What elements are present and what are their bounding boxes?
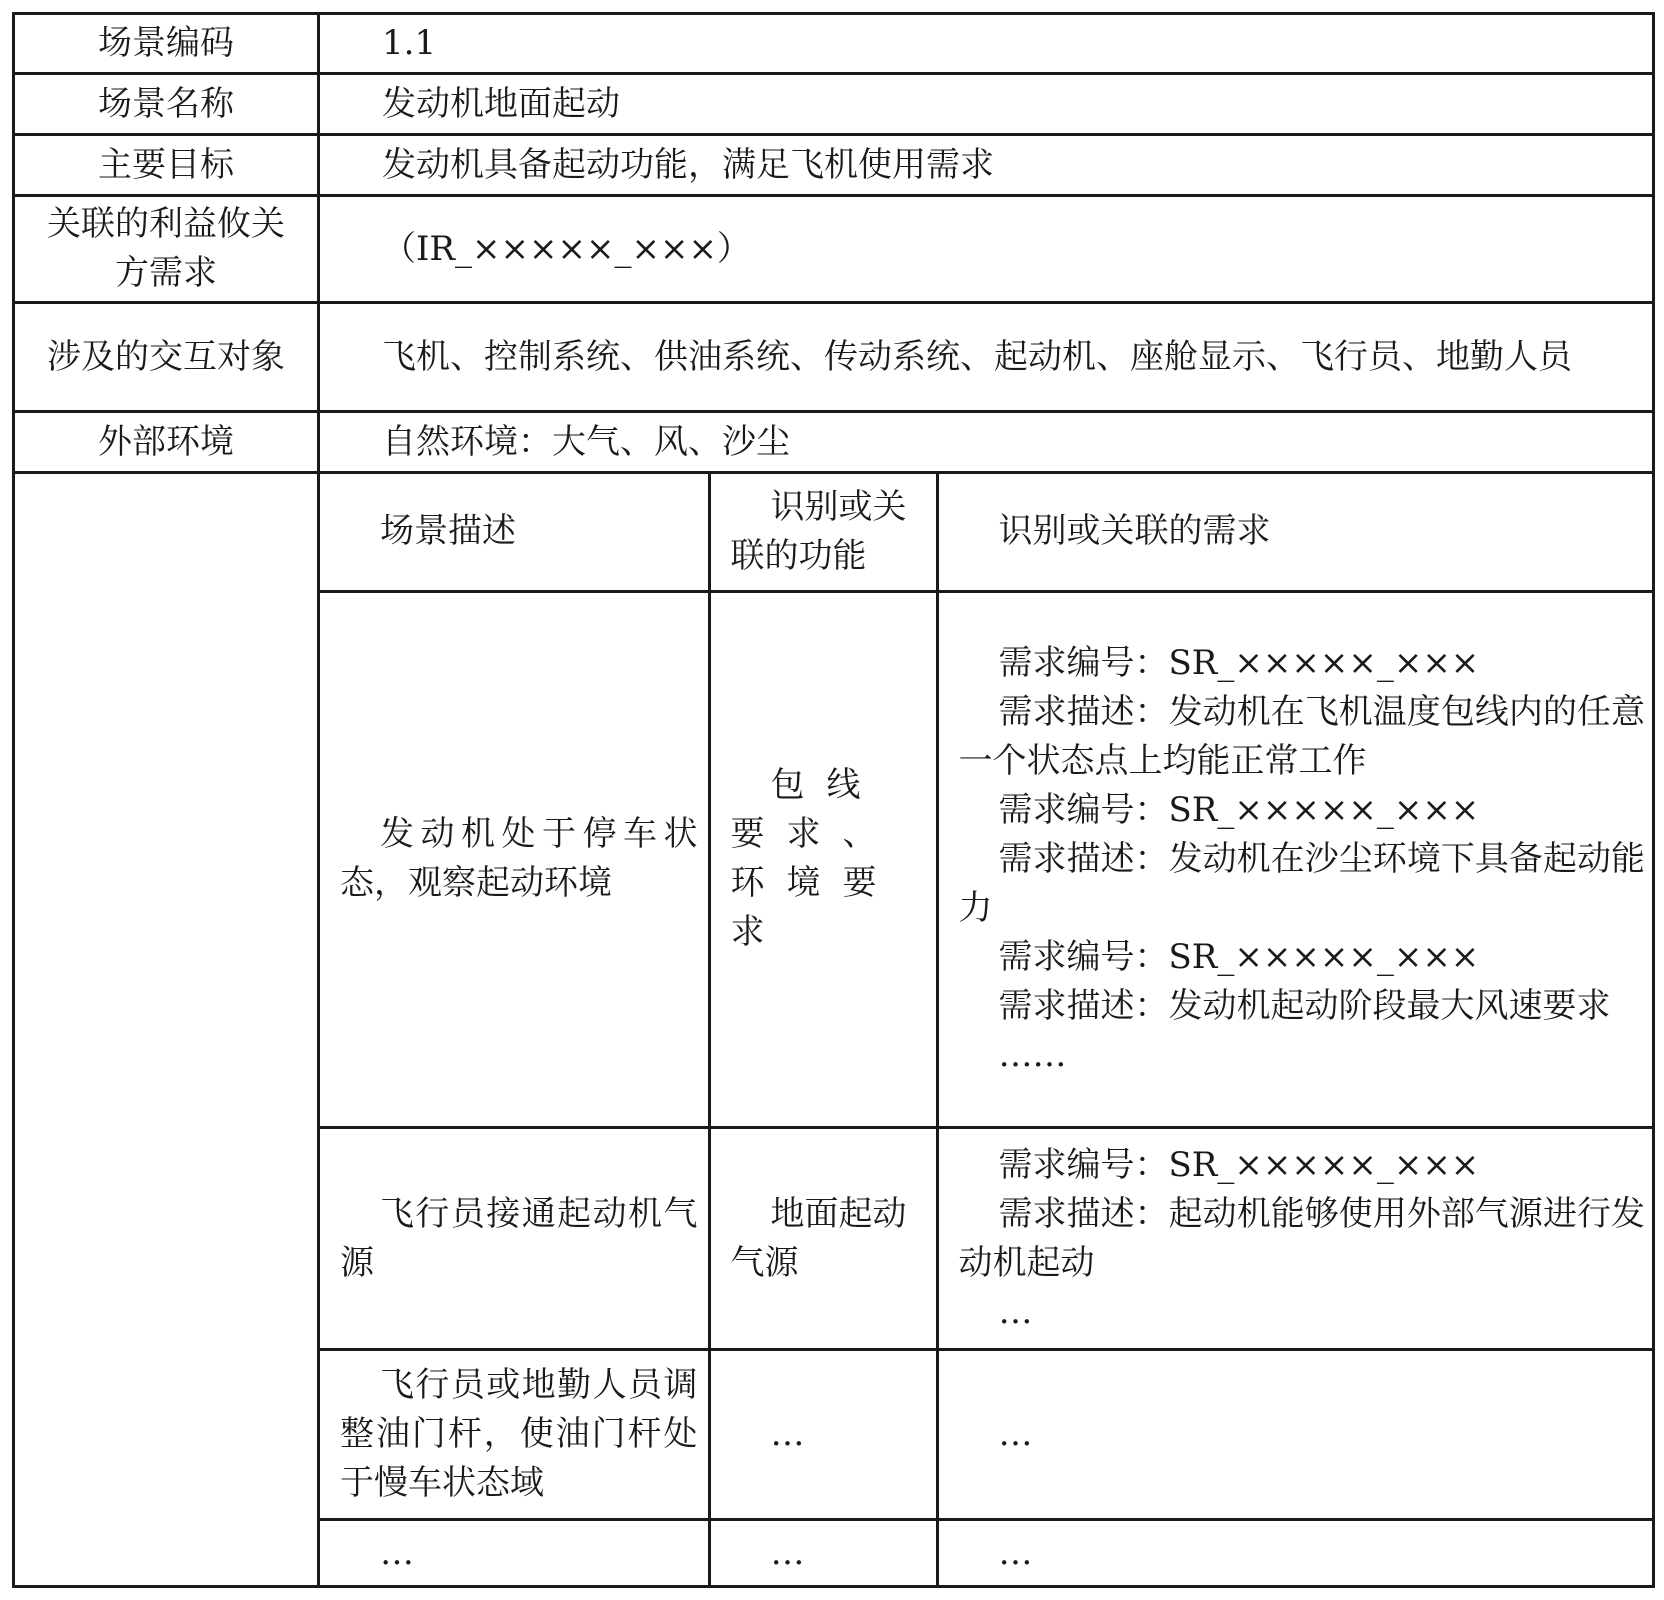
external-env-label: 外部环境 [14,412,319,473]
row2-identified-function: 地面起动气源 [709,1128,937,1350]
row2-req-id-1: 需求编号：SR_×××××_××× [998,1144,1480,1185]
row2-req-ellipsis: … [998,1291,1033,1332]
detail-row-2 [320,1128,1655,1350]
header-identified-function: 识别或关联的功能 [709,474,937,591]
row1-req-ellipsis: …… [998,1034,1067,1075]
scenario-detail-empty-cell [14,473,319,1587]
stakeholder-req-label-line2: 方需求 [115,253,217,293]
row-main-goal [14,135,1654,196]
row2-requirements [937,1128,1655,1350]
row4-requirements: … [937,1520,1655,1585]
stakeholder-req-value: （IR_×××××_×××） [319,196,1654,303]
row1-identified-function: 包线要求、环境要求 [709,591,937,1128]
detail-row-3 [320,1350,1655,1520]
row1-req-desc-3: 需求描述：发动机起动阶段最大风速要求 [998,985,1611,1026]
header-identified-requirement: 识别或关联的需求 [937,474,1655,591]
scene-name-value: 发动机地面起动 [319,74,1654,135]
interaction-objects-value: 飞机、控制系统、供油系统、传动系统、起动机、座舱显示、飞行员、地勤人员 [319,303,1654,412]
row-stakeholder-req [14,196,1654,303]
external-env-value: 自然环境：大气、风、沙尘 [319,412,1654,473]
row3-scene-description: 飞行员或地勤人员调整油门杆，使油门杆处于慢车状态域 [320,1350,709,1520]
row2-scene-description: 飞行员接通起动机气源 [320,1128,709,1350]
detail-header-row [320,474,1655,591]
main-goal-label: 主要目标 [14,135,319,196]
row4-identified-function: … [709,1520,937,1585]
row-interaction-objects [14,303,1654,412]
row3-identified-function: … [709,1350,937,1520]
row1-req-id-3: 需求编号：SR_×××××_××× [998,936,1480,977]
row-scenario-detail [14,473,1654,1587]
detail-row-1 [320,591,1655,1128]
row2-req-desc-1: 需求描述：起动机能够使用外部气源进行发动机起动 [958,1193,1645,1283]
scene-code-value: 1.1 [319,14,1654,74]
scene-code-label: 场景编码 [14,14,319,74]
row4-scene-description: … [320,1520,709,1585]
row1-req-desc-1: 需求描述：发动机在飞机温度包线内的任意一个状态点上均能正常工作 [958,691,1645,781]
row3-requirements: … [937,1350,1655,1520]
scenario-detail-table [320,474,1655,1585]
scenario-detail-cell [319,473,1654,1587]
scene-name-label: 场景名称 [14,74,319,135]
row-scene-name [14,74,1654,135]
row1-req-id-2: 需求编号：SR_×××××_××× [998,789,1480,830]
row1-req-id-1: 需求编号：SR_×××××_××× [998,642,1480,683]
row-external-env [14,412,1654,473]
interaction-objects-label: 涉及的交互对象 [14,303,319,412]
stakeholder-req-label-line1: 关联的利益攸关 [47,204,285,244]
row1-requirements [937,591,1655,1128]
row1-req-desc-2: 需求描述：发动机在沙尘环境下具备起动能力 [958,838,1645,928]
detail-row-4 [320,1520,1655,1585]
scenario-table [12,12,1655,1588]
row1-scene-description: 发动机处于停车状态，观察起动环境 [320,591,709,1128]
header-scene-description: 场景描述 [320,474,709,591]
row-scene-code [14,14,1654,74]
stakeholder-req-label [14,196,319,303]
main-goal-value: 发动机具备起动功能，满足飞机使用需求 [319,135,1654,196]
